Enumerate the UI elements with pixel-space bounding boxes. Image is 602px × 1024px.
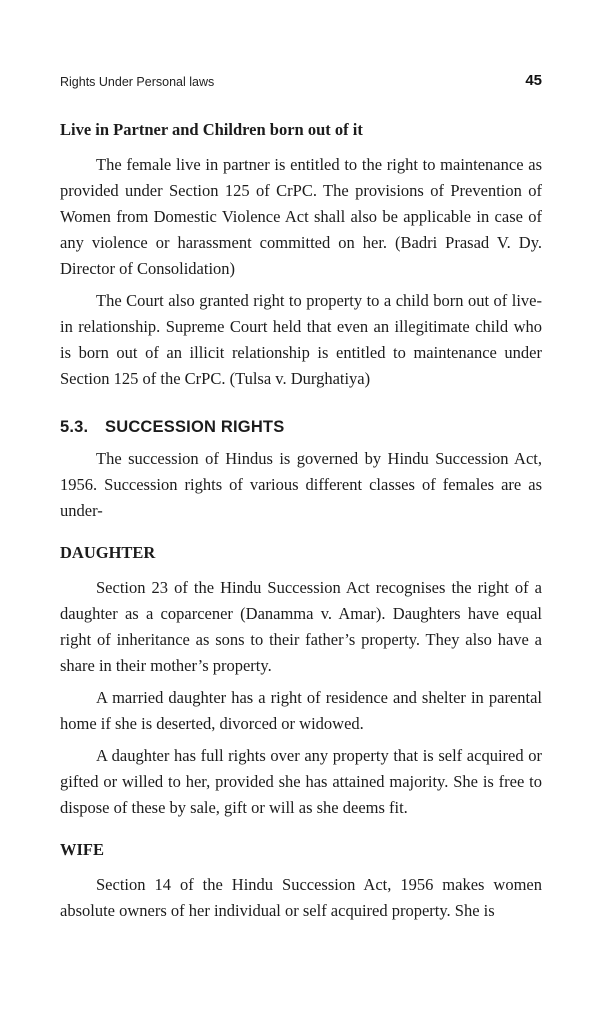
section-title: SUCCESSION RIGHTS — [105, 418, 285, 436]
page-number: 45 — [525, 72, 542, 89]
subheading-wife: WIFE — [60, 840, 105, 859]
paragraph: The succession of Hindus is governed by Hindu Succession Act, 1956. Succession rights of various different classes of females are as under- — [60, 449, 542, 520]
paragraph: A married daughter has a right of residence and shelter in parental home if she is deserted, divorced or widowed. — [60, 688, 542, 733]
paragraph: A daughter has full rights over any property that is self acquired or gifted or willed to her, provided she has attained majority. She is free to dispose of these by sale, gift or will as she deems fit. — [60, 746, 542, 817]
paragraph: The female live in partner is entitled to the right to maintenance as provided under Section 125 of CrPC. The provisions of Prevention of Women from Domestic Violence Act shall also be applicable in case of any violence or harassment committed on her. (Badri Prasad V. Dy. Director of Consolidation) — [60, 155, 542, 278]
paragraph: The Court also granted right to property to a child born out of live-in relationship. Supreme Court held that even an illegitimate child who is born out of an illicit relationship is entitled to maintenance under Section 125 of the CrPC. (Tulsa v. Durghatiya) — [60, 291, 542, 388]
subheading-daughter: DAUGHTER — [60, 543, 156, 562]
paragraph: Section 14 of the Hindu Succession Act, 1956 makes women absolute owners of her individual or self acquired property. She is — [60, 875, 542, 920]
page-body — [60, 117, 542, 930]
running-head: Rights Under Personal laws — [60, 75, 215, 89]
section-number: 5.3. — [60, 418, 89, 436]
page-header — [60, 72, 542, 94]
paragraph: Section 23 of the Hindu Succession Act recognises the right of a daughter as a coparcener (Danamma v. Amar). Daughters have equal right of inheritance as sons to their father’s property. They also have a share in their mother’s property. — [60, 578, 542, 675]
section-heading-succession-rights — [60, 414, 542, 440]
subheading-live-in-partner: Live in Partner and Children born out of it — [60, 120, 363, 139]
